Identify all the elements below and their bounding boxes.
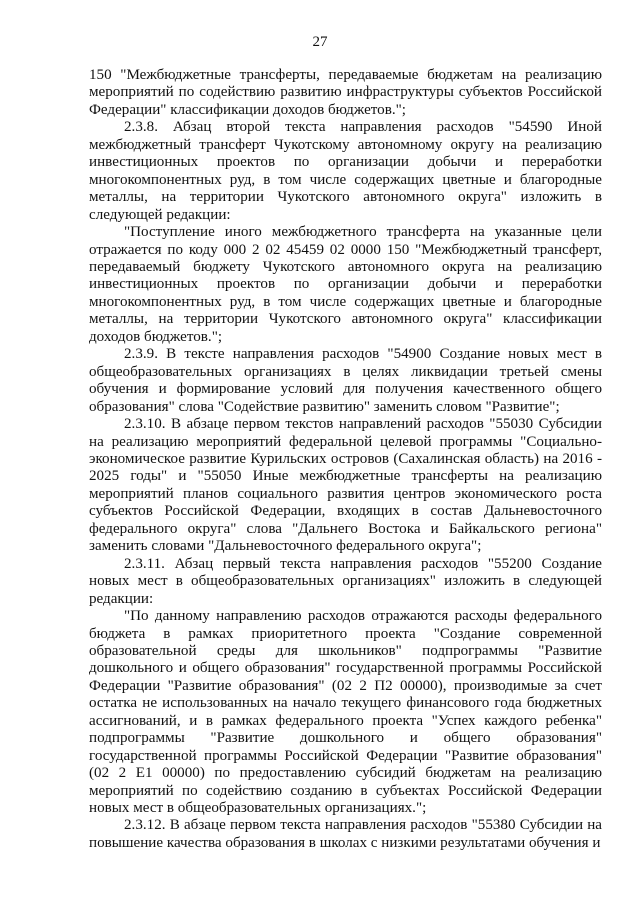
paragraph-2-3-8: 2.3.8. Абзац второй текста направления расходов "54590 Иной межбюджетный трансферт Чукотскому автономному округу на реализацию инвестиционных проектов по организации добычи и переработки многокомпонентных руд, в том числе содержащих цветные и благородные металлы, на территории Чукотского автономного округа" изложить в следующей редакции: <box>89 119 602 223</box>
paragraph-2-3-9: 2.3.9. В тексте направления расходов "54900 Создание новых мест в общеобразовательных организациях в целях ликвидации третьей смены обучения и формирование условий для получения качественного общего образования" слова "Содействие развитию" заменить словом "Развитие"; <box>89 346 602 415</box>
quoted-paragraph-2-3-8: "Поступление иного межбюджетного трансферта на указанные цели отражается по коду 000 2 02 45459 02 0000 150 "Межбюджетный трансферт, передаваемый бюджету Чукотского автономного округа на реализацию инвестиционных проектов по организации добычи и переработки многокомпонентных руд, в том числе содержащих цветные и благородные металлы, на территории Чукотского автономного округа" классификации доходов бюджетов."; <box>89 224 602 345</box>
paragraph-2-3-10: 2.3.10. В абзаце первом текстов направлений расходов "55030 Субсидии на реализацию мероприятий федеральной целевой программы "Социально-экономическое развитие Курильских островов (Сахалинская область) на 2016 - 2025 годы" и "55050 Иные межбюджетные трансферты на реализацию мероприятий планов социального развития центров экономического роста субъектов Российской Федерации, входящих в состав Дальневосточного федерального округа" слова "Дальнего Востока и Байкальского региона" заменить словами "Дальневосточного федерального округа"; <box>89 416 602 555</box>
quoted-paragraph-2-3-11: "По данному направлению расходов отражаются расходы федерального бюджета в рамках приоритетного проекта "Создание современной образовательной среды для школьников" подпрограммы "Развитие дошкольного и общего образования" государственной программы Российской Федерации "Развитие образования" (02 2 П2 00000), производимые за счет остатка не использованных на начало текущего финансового года бюджетных ассигнований, и в рамках федерального проекта "Успех каждого ребенка" подпрограммы "Развитие дошкольного и общего образования" государственной программы Российской Федерации "Развитие образования" (02 2 Е1 00000) по предоставлению субсидий бюджетам на реализацию мероприятий по содействию созданию в субъектах Российской Федерации новых мест в общеобразовательных организациях."; <box>89 608 602 817</box>
document-body <box>89 67 602 852</box>
page-number: 27 <box>312 34 328 50</box>
paragraph-2-3-11: 2.3.11. Абзац первый текста направления расходов "55200 Создание новых мест в общеобразовательных организациях" изложить в следующей редакции: <box>89 555 602 607</box>
paragraph-continuation: 150 "Межбюджетные трансферты, передаваемые бюджетам на реализацию мероприятий по содействию развитию инфраструктуры субъектов Российской Федерации" классификации доходов бюджетов."; <box>89 67 602 118</box>
paragraph-2-3-12: 2.3.12. В абзаце первом текста направления расходов "55380 Субсидии на повышение качества образования в школах с низкими результатами обучения и <box>89 817 602 851</box>
